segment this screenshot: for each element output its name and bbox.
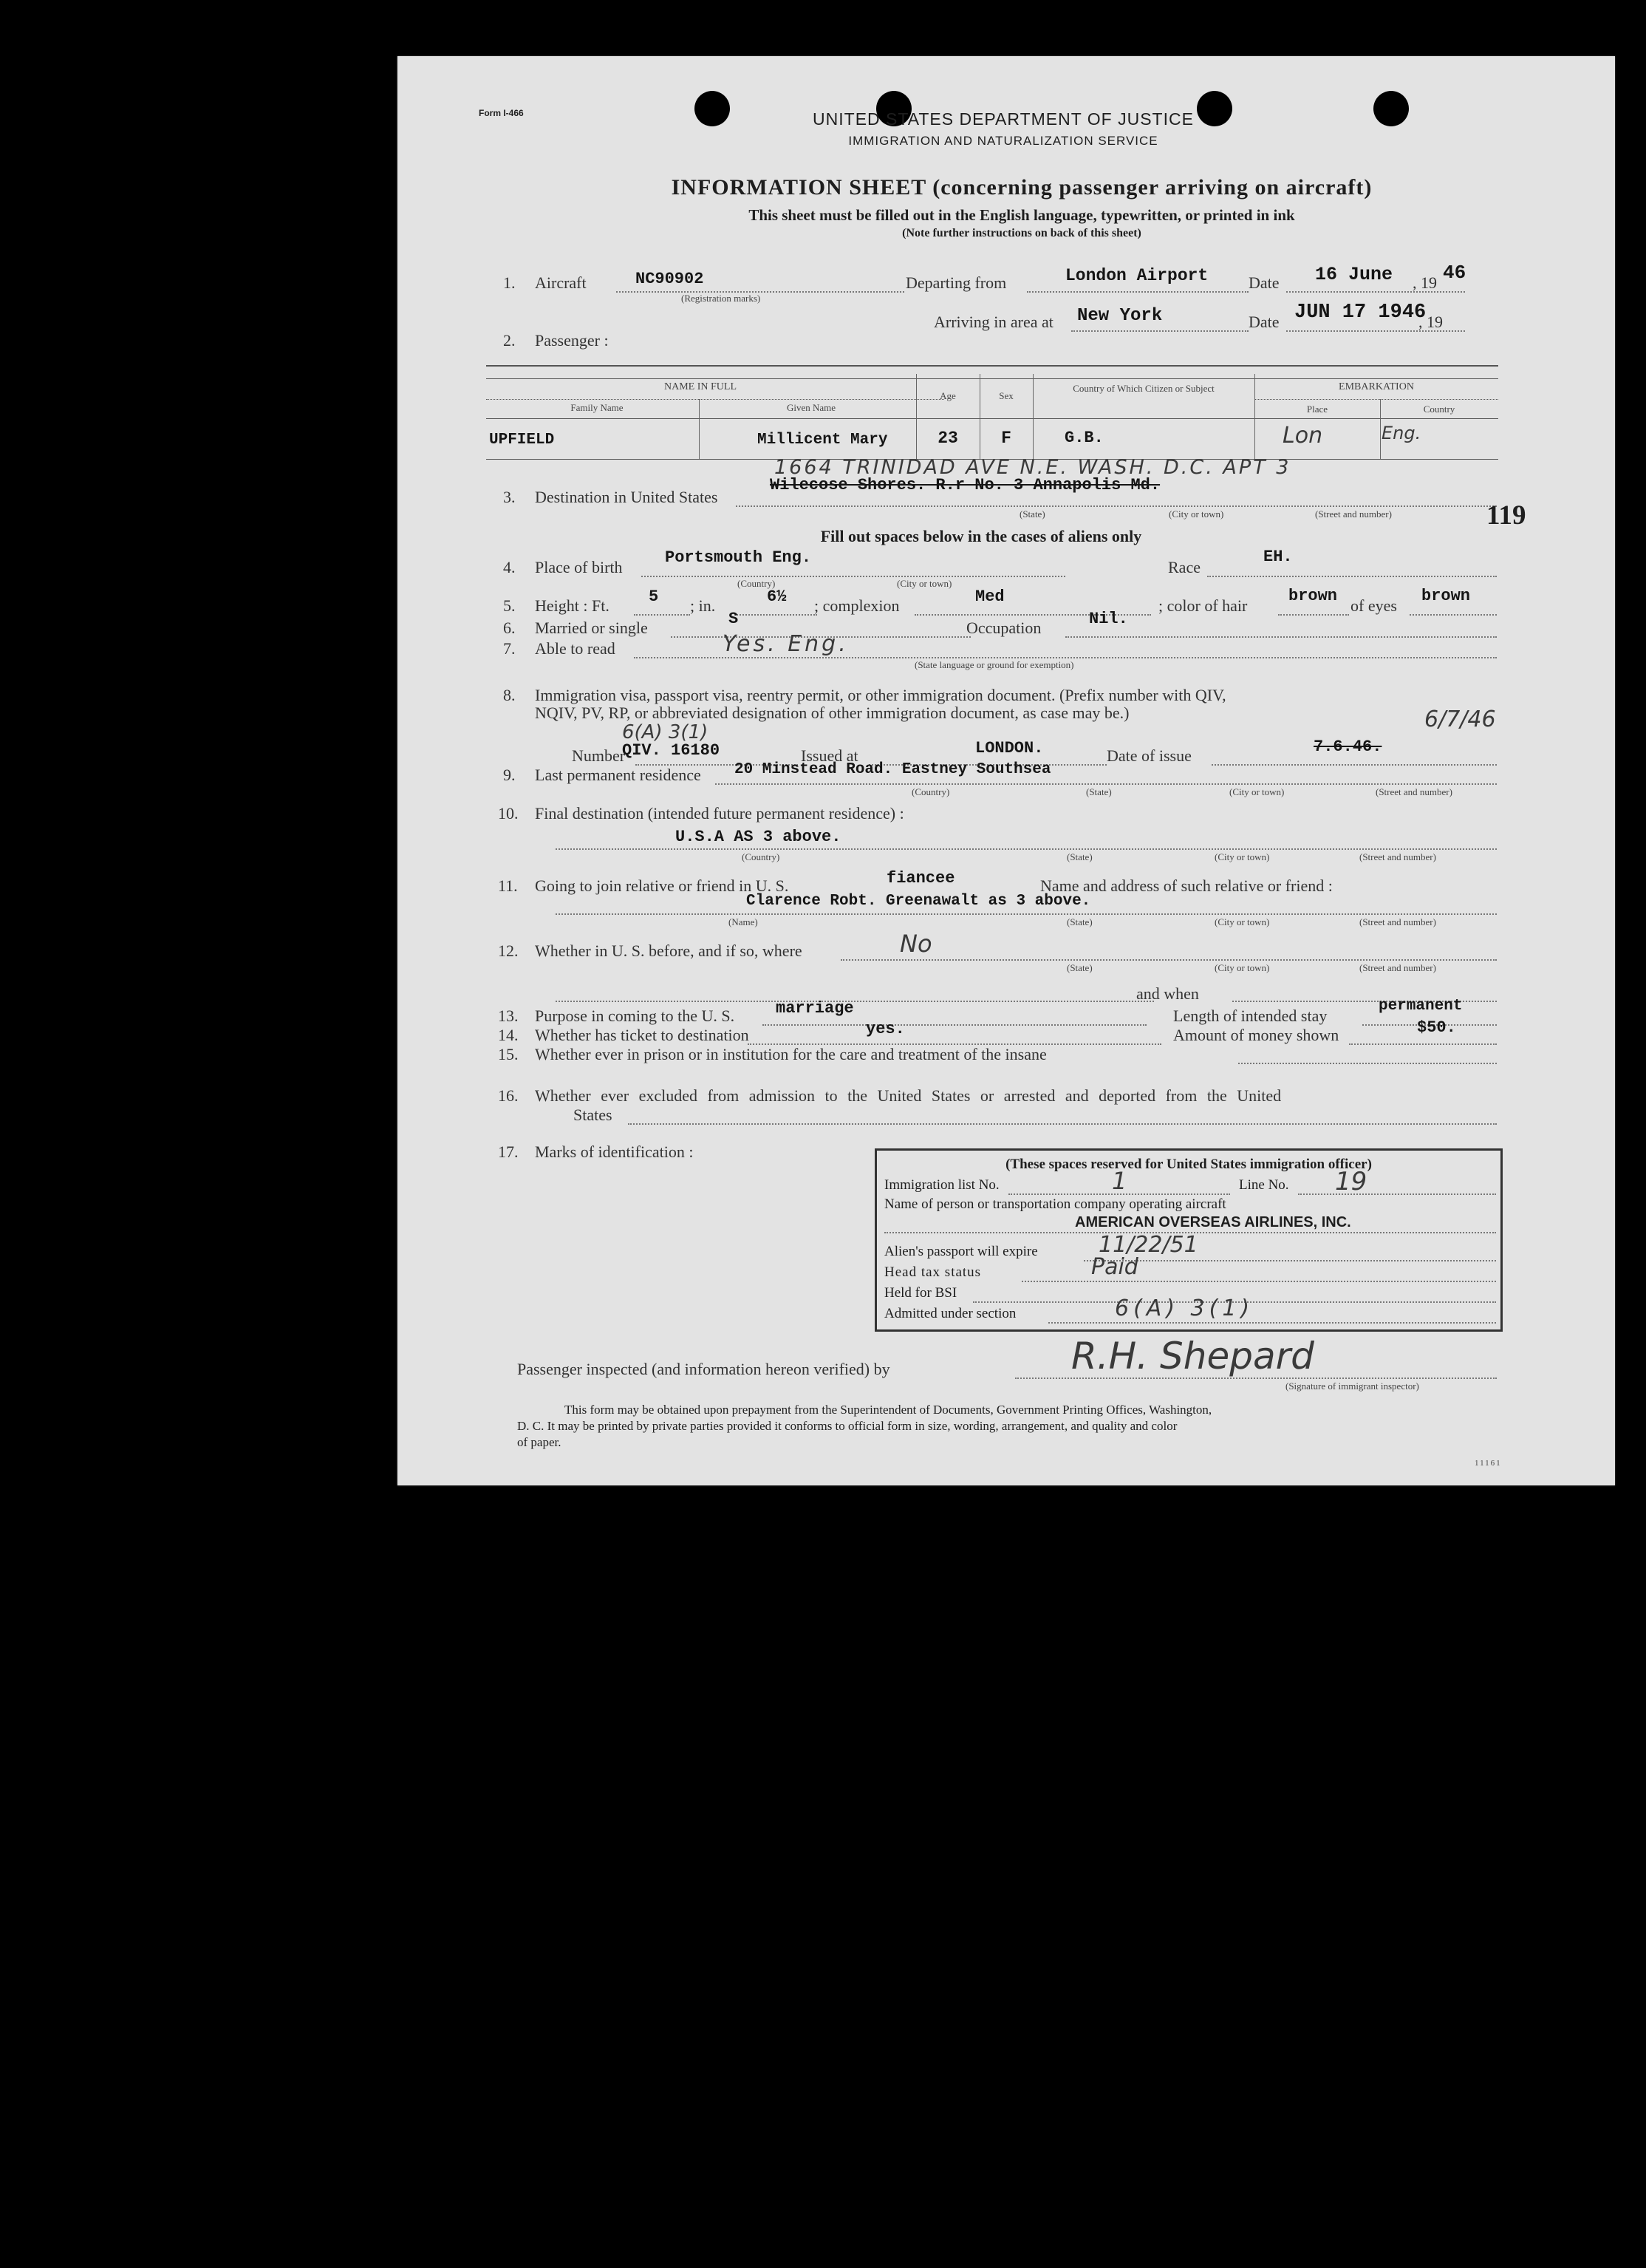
eyes-label: of eyes (1350, 596, 1397, 615)
information-sheet-page (397, 56, 1615, 1485)
state-caption: (State) (1067, 962, 1093, 973)
print-code: 11161 (1475, 1459, 1502, 1468)
street-caption: (Street and number) (1359, 962, 1436, 973)
race: EH. (1263, 548, 1293, 566)
place-header: Place (1306, 403, 1328, 415)
item-number: 15. (498, 1045, 519, 1063)
name-in-full-header: NAME IN FULL (664, 381, 737, 392)
date-label: Date (1249, 313, 1280, 331)
punch-hole (694, 91, 730, 126)
year-suffix: , 19 (1418, 313, 1443, 331)
inches-label: ; in. (690, 596, 716, 615)
family-name: UPFIELD (489, 432, 555, 449)
state-caption: (State) (1086, 786, 1112, 797)
line-number: 19 (1335, 1167, 1367, 1196)
stay-label: Length of intended stay (1173, 1007, 1328, 1025)
item-number: 5. (503, 596, 516, 615)
item-number: 10. (498, 804, 519, 823)
place-of-birth: Portsmouth Eng. (665, 548, 812, 567)
issue-date-label: Date of issue (1107, 746, 1192, 765)
embarkation-country: Eng. (1382, 423, 1421, 443)
year-prefix: , 19 (1413, 273, 1437, 292)
hair-label: ; color of hair (1158, 596, 1248, 615)
excluded-label-1: Whether ever excluded from admission to the United States or arrested and deported from the United (535, 1086, 1282, 1105)
street-caption: (Street and number) (1359, 916, 1436, 927)
embarkation-place: Lon (1283, 423, 1323, 449)
street-caption: (Street and number) (1376, 786, 1452, 797)
item-number: 6. (503, 619, 516, 637)
form-instruction: This sheet must be filled out in the English language, typewritten, or printed in ink (748, 206, 1295, 224)
tax-label: Head tax status (884, 1264, 982, 1280)
issue-date-handwritten: 6/7/46 (1424, 706, 1496, 732)
excluded-label-2: States (573, 1106, 612, 1124)
embarkation-header: EMBARKATION (1339, 381, 1414, 392)
country-caption: (Country) (737, 578, 776, 589)
item-number: 14. (498, 1026, 519, 1044)
passport-expiry: 11/22/51 (1099, 1232, 1198, 1258)
relative-name-label: Name and address of such relative or friend : (1040, 876, 1333, 895)
occupation-label: Occupation (966, 619, 1042, 637)
married-label: Married or single (535, 619, 648, 637)
birth-label: Place of birth (535, 558, 623, 576)
money-label: Amount of money shown (1173, 1026, 1339, 1044)
item-number: 11. (498, 876, 518, 895)
age-header: Age (940, 390, 956, 401)
country-caption: (Country) (742, 851, 780, 862)
issued-at: LONDON. (975, 739, 1044, 757)
departure-year: 46 (1443, 262, 1466, 284)
marks-label: Marks of identification : (535, 1142, 694, 1161)
relation: fiancee (887, 869, 955, 888)
name-caption: (Name) (728, 916, 758, 927)
disclaimer-line-3: of paper. (517, 1435, 561, 1449)
passenger-label: Passenger : (535, 331, 609, 350)
complexion-label: ; complexion (814, 596, 900, 615)
visa-instruction-2: NQIV, PV, RP, or abbreviated designation of other immigration document, as case may be.) (535, 704, 1130, 722)
has-ticket: yes. (866, 1020, 905, 1038)
age: 23 (938, 429, 958, 448)
punch-hole (1373, 91, 1409, 126)
signature-caption: (Signature of immigrant inspector) (1285, 1380, 1419, 1392)
list-label: Immigration list No. (884, 1177, 1000, 1193)
read-label: Able to read (535, 639, 615, 658)
destination-handwritten: 1664 TRINIDAD AVE N.E. WASH. D.C. APT 3 (774, 456, 1291, 479)
final-destination: U.S.A AS 3 above. (675, 828, 841, 846)
stamp-number: 119 (1486, 500, 1526, 531)
city-caption: (City or town) (1215, 962, 1270, 973)
destination-label: Destination in United States (535, 488, 718, 506)
issue-date: 7.6.46. (1314, 738, 1382, 756)
disclaimer-line-2: D. C. It may be printed by private parties provided it conforms to official form in size, wording, arrangement, and quality and color (517, 1419, 1178, 1433)
given-name-header: Given Name (786, 402, 836, 413)
city-caption: (City or town) (1215, 851, 1270, 862)
city-caption: (City or town) (897, 578, 952, 589)
state-caption: (State) (1020, 508, 1045, 520)
family-name-header: Family Name (570, 402, 624, 413)
arriving-city: New York (1077, 306, 1163, 326)
department-heading: UNITED STATES DEPARTMENT OF JUSTICE (813, 109, 1194, 129)
punch-hole (1197, 91, 1232, 126)
item-number: 7. (503, 639, 516, 658)
state-caption: (State) (1067, 851, 1093, 862)
destination-typed: Wilecose Shores. R.r No. 3 Annapolis Md. (770, 476, 1161, 494)
aliens-heading: Fill out spaces below in the cases of aliens only (820, 527, 1142, 545)
item-number: 4. (503, 558, 516, 576)
eye-color: brown (1421, 587, 1471, 605)
form-note: (Note further instructions on back of this sheet) (902, 227, 1141, 239)
operator-stamp: AMERICAN OVERSEAS AIRLINES, INC. (1075, 1214, 1351, 1230)
state-caption: (State) (1067, 916, 1093, 927)
arrival-date-stamp: JUN 17 1946 (1294, 302, 1427, 324)
final-destination-label: Final destination (intended future permanent residence) : (535, 804, 904, 823)
joining-label: Going to join relative or friend in U. S. (535, 876, 789, 895)
disclaimer-line-1: This form may be obtained upon prepayment from the Superintendent of Documents, Government Printing Offices, Washington, (564, 1403, 1212, 1417)
sex-header: Sex (999, 390, 1014, 401)
date-label: Date (1249, 273, 1280, 292)
race-label: Race (1168, 558, 1201, 576)
officer-box (875, 1148, 1503, 1332)
aircraft-label: Aircraft (535, 273, 587, 292)
officer-box-heading: (These spaces reserved for United States immigration officer) (1005, 1157, 1372, 1172)
height-inches: 6½ (767, 588, 787, 606)
city-caption: (City or town) (1169, 508, 1224, 520)
marital-status: S (728, 610, 739, 628)
item-number: 17. (498, 1142, 519, 1161)
complexion: Med (975, 588, 1005, 606)
street-caption: (Street and number) (1359, 851, 1436, 862)
previous-visit-handwritten: No (900, 930, 932, 958)
language-caption: (State language or ground for exemption) (915, 659, 1074, 670)
visa-number: QIV. 16180 (622, 741, 720, 760)
money-shown: $50. (1417, 1018, 1456, 1037)
departing-airport: London Airport (1065, 266, 1209, 285)
purpose: marriage (776, 999, 854, 1018)
item-number: 1. (503, 273, 516, 292)
form-number: Form I-466 (479, 108, 524, 118)
item-number: 13. (498, 1007, 519, 1025)
item-number: 3. (503, 488, 516, 506)
able-to-read-handwritten: Yes. Eng. (723, 631, 849, 657)
item-number: 2. (503, 331, 516, 350)
country-caption: (Country) (912, 786, 950, 797)
previous-visit-label: Whether in U. S. before, and if so, where (535, 941, 802, 960)
admitted-section: 6(A) 3(1) (1115, 1295, 1254, 1321)
head-tax-status: Paid (1091, 1254, 1138, 1280)
street-caption: (Street and number) (1315, 508, 1392, 520)
last-residence: 20 Minstead Road. Eastney Southsea (734, 761, 1051, 778)
operator-label: Name of person or transportation company operating aircraft (884, 1196, 1226, 1212)
hair-color: brown (1288, 587, 1338, 605)
registration-caption: (Registration marks) (681, 293, 761, 304)
service-heading: IMMIGRATION AND NATURALIZATION SERVICE (848, 134, 1158, 148)
number-label: Number (572, 746, 626, 765)
item-number: 12. (498, 941, 519, 960)
aircraft-registration: NC90902 (635, 270, 704, 288)
admitted-label: Admitted under section (884, 1306, 1017, 1321)
purpose-label: Purpose in coming to the U. S. (535, 1007, 735, 1025)
issued-label: Issued at (801, 746, 858, 765)
embarkation-country-header: Country (1423, 403, 1455, 415)
city-caption: (City or town) (1229, 786, 1285, 797)
departing-label: Departing from (906, 273, 1007, 292)
inspected-label: Passenger inspected (and information hereon verified) by (517, 1360, 890, 1378)
given-name: Millicent Mary (757, 432, 888, 449)
prison-label: Whether ever in prison or in institution for the care and treatment of the insane (535, 1045, 1047, 1063)
visa-instruction-1: Immigration visa, passport visa, reentry permit, or other immigration document. (Prefix number with QIV, (535, 686, 1226, 704)
line-label: Line No. (1239, 1177, 1289, 1193)
item-number: 16. (498, 1086, 519, 1105)
item-number: 9. (503, 766, 516, 784)
city-caption: (City or town) (1215, 916, 1270, 927)
occupation: Nil. (1089, 610, 1128, 628)
arriving-label: Arriving in area at (934, 313, 1053, 331)
country-citizen-header: Country of Which Citizen or Subject (1073, 383, 1215, 394)
list-number: 1 (1112, 1167, 1127, 1195)
height-feet: 5 (649, 588, 659, 606)
visa-section-handwritten: 6(A) 3(1) (622, 721, 708, 743)
inspector-signature: R.H. Shepard (1071, 1335, 1314, 1378)
citizenship: G.B. (1065, 429, 1104, 447)
passport-label: Alien's passport will expire (884, 1244, 1038, 1259)
when-label: and when (1136, 984, 1199, 1003)
item-number: 8. (503, 686, 516, 704)
sex: F (1001, 429, 1011, 448)
relative-name-address: Clarence Robt. Greenawalt as 3 above. (746, 893, 1091, 910)
bsi-label: Held for BSI (884, 1285, 957, 1301)
residence-label: Last permanent residence (535, 766, 701, 784)
length-of-stay: permanent (1379, 998, 1463, 1015)
height-label: Height : Ft. (535, 596, 609, 615)
form-title: INFORMATION SHEET (concerning passenger arriving on aircraft) (671, 175, 1373, 200)
departure-date: 16 June (1315, 264, 1393, 285)
ticket-label: Whether has ticket to destination (535, 1026, 749, 1044)
